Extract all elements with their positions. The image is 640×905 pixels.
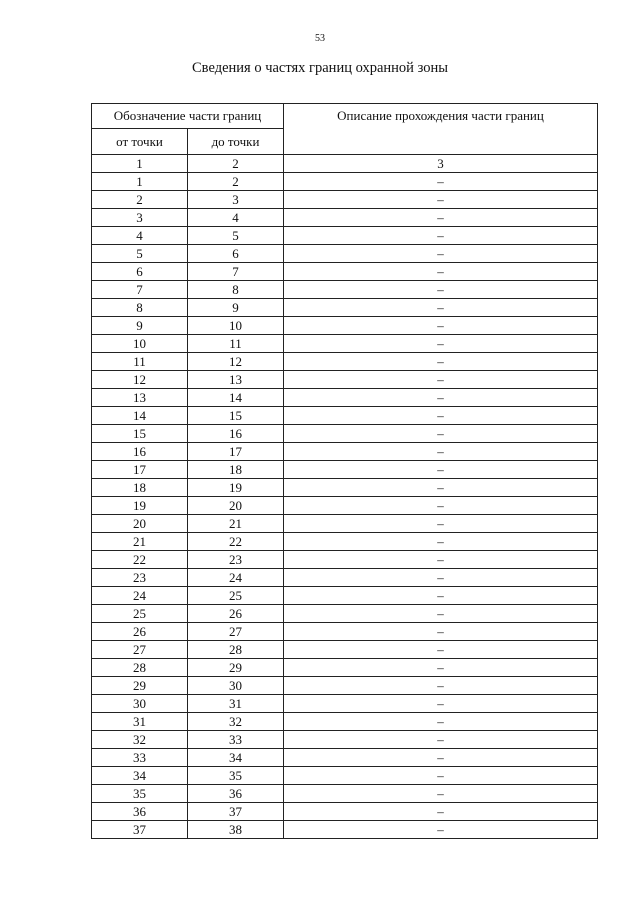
table-row — [92, 443, 598, 461]
table-row — [92, 623, 598, 641]
cell-from-point: 21 — [92, 533, 188, 551]
cell-from-point: 26 — [92, 623, 188, 641]
cell-from-point: 19 — [92, 497, 188, 515]
cell-from-point: 23 — [92, 569, 188, 587]
cell-from-point: 14 — [92, 407, 188, 425]
cell-to-point: 23 — [188, 551, 284, 569]
table-row — [92, 569, 598, 587]
table-row — [92, 515, 598, 533]
cell-description: – — [284, 353, 598, 371]
cell-description: – — [284, 443, 598, 461]
cell-to-point: 5 — [188, 227, 284, 245]
cell-description: – — [284, 281, 598, 299]
table-row — [92, 209, 598, 227]
table-row — [92, 785, 598, 803]
cell-description: – — [284, 515, 598, 533]
cell-description: – — [284, 317, 598, 335]
cell-description: – — [284, 587, 598, 605]
cell-description: – — [284, 497, 598, 515]
cell-from-point: 8 — [92, 299, 188, 317]
cell-description: – — [284, 659, 598, 677]
cell-description: – — [284, 695, 598, 713]
cell-from-point: 10 — [92, 335, 188, 353]
cell-from-point: 32 — [92, 731, 188, 749]
cell-to-point: 12 — [188, 353, 284, 371]
table-row — [92, 695, 598, 713]
cell-to-point: 13 — [188, 371, 284, 389]
cell-description: – — [284, 749, 598, 767]
cell-to-point: 33 — [188, 731, 284, 749]
cell-to-point: 2 — [188, 155, 284, 173]
cell-description: – — [284, 245, 598, 263]
table-row — [92, 191, 598, 209]
boundary-parts-table — [91, 103, 598, 839]
cell-from-point: 9 — [92, 317, 188, 335]
header-to-point: до точки — [188, 129, 284, 155]
cell-from-point: 20 — [92, 515, 188, 533]
table-row — [92, 497, 598, 515]
cell-from-point: 1 — [92, 173, 188, 191]
cell-from-point: 36 — [92, 803, 188, 821]
header-boundary-part-designation: Обозначение части границ — [92, 104, 284, 129]
cell-from-point: 37 — [92, 821, 188, 839]
cell-from-point: 25 — [92, 605, 188, 623]
cell-from-point: 31 — [92, 713, 188, 731]
cell-from-point: 34 — [92, 767, 188, 785]
table-row — [92, 173, 598, 191]
cell-from-point: 2 — [92, 191, 188, 209]
table-row — [92, 155, 598, 173]
cell-description: – — [284, 677, 598, 695]
cell-from-point: 18 — [92, 479, 188, 497]
cell-to-point: 2 — [188, 173, 284, 191]
header-boundary-description: Описание прохождения части границ — [284, 104, 598, 155]
table-row — [92, 317, 598, 335]
table-row — [92, 749, 598, 767]
cell-to-point: 25 — [188, 587, 284, 605]
table-row — [92, 335, 598, 353]
cell-from-point: 6 — [92, 263, 188, 281]
cell-from-point: 16 — [92, 443, 188, 461]
cell-description: – — [284, 821, 598, 839]
cell-description: – — [284, 785, 598, 803]
cell-from-point: 12 — [92, 371, 188, 389]
table-row — [92, 407, 598, 425]
cell-description: – — [284, 461, 598, 479]
cell-from-point: 3 — [92, 209, 188, 227]
cell-description: – — [284, 191, 598, 209]
table-row — [92, 353, 598, 371]
cell-from-point: 17 — [92, 461, 188, 479]
table-row — [92, 281, 598, 299]
cell-to-point: 32 — [188, 713, 284, 731]
table-body — [92, 155, 598, 839]
cell-to-point: 38 — [188, 821, 284, 839]
cell-to-point: 6 — [188, 245, 284, 263]
table-row — [92, 677, 598, 695]
cell-description: – — [284, 389, 598, 407]
cell-from-point: 15 — [92, 425, 188, 443]
cell-to-point: 31 — [188, 695, 284, 713]
cell-to-point: 20 — [188, 497, 284, 515]
cell-to-point: 19 — [188, 479, 284, 497]
page-title: Сведения о частях границ охранной зоны — [192, 60, 448, 76]
cell-to-point: 4 — [188, 209, 284, 227]
cell-description: – — [284, 551, 598, 569]
cell-to-point: 24 — [188, 569, 284, 587]
cell-from-point: 29 — [92, 677, 188, 695]
cell-from-point: 35 — [92, 785, 188, 803]
table-row — [92, 479, 598, 497]
table-row — [92, 461, 598, 479]
cell-description: – — [284, 641, 598, 659]
cell-to-point: 7 — [188, 263, 284, 281]
cell-to-point: 10 — [188, 317, 284, 335]
table-row — [92, 227, 598, 245]
header-from-point: от точки — [92, 129, 188, 155]
cell-description: – — [284, 731, 598, 749]
cell-description: – — [284, 569, 598, 587]
table-row — [92, 371, 598, 389]
cell-to-point: 28 — [188, 641, 284, 659]
cell-description: – — [284, 173, 598, 191]
cell-description: – — [284, 605, 598, 623]
cell-to-point: 26 — [188, 605, 284, 623]
cell-to-point: 14 — [188, 389, 284, 407]
table-row — [92, 533, 598, 551]
cell-from-point: 30 — [92, 695, 188, 713]
cell-to-point: 29 — [188, 659, 284, 677]
table-row — [92, 425, 598, 443]
table-row — [92, 389, 598, 407]
cell-to-point: 37 — [188, 803, 284, 821]
cell-description: – — [284, 335, 598, 353]
cell-description: – — [284, 209, 598, 227]
table-row — [92, 587, 598, 605]
table-row — [92, 641, 598, 659]
table-row — [92, 767, 598, 785]
cell-from-point: 24 — [92, 587, 188, 605]
cell-from-point: 22 — [92, 551, 188, 569]
cell-to-point: 3 — [188, 191, 284, 209]
cell-description: – — [284, 299, 598, 317]
table-row — [92, 713, 598, 731]
cell-from-point: 7 — [92, 281, 188, 299]
cell-to-point: 21 — [188, 515, 284, 533]
cell-to-point: 15 — [188, 407, 284, 425]
cell-to-point: 27 — [188, 623, 284, 641]
cell-to-point: 34 — [188, 749, 284, 767]
cell-to-point: 9 — [188, 299, 284, 317]
cell-description: – — [284, 479, 598, 497]
cell-from-point: 28 — [92, 659, 188, 677]
cell-description: – — [284, 803, 598, 821]
table-row — [92, 263, 598, 281]
cell-to-point: 36 — [188, 785, 284, 803]
cell-description: – — [284, 371, 598, 389]
cell-description: – — [284, 425, 598, 443]
cell-description: – — [284, 623, 598, 641]
cell-to-point: 30 — [188, 677, 284, 695]
cell-from-point: 4 — [92, 227, 188, 245]
cell-to-point: 22 — [188, 533, 284, 551]
cell-to-point: 16 — [188, 425, 284, 443]
table-row — [92, 551, 598, 569]
cell-from-point: 27 — [92, 641, 188, 659]
table-row — [92, 731, 598, 749]
cell-from-point: 11 — [92, 353, 188, 371]
cell-description: – — [284, 263, 598, 281]
cell-from-point: 5 — [92, 245, 188, 263]
cell-description: – — [284, 407, 598, 425]
table-row — [92, 803, 598, 821]
cell-description: 3 — [284, 155, 598, 173]
table-row — [92, 659, 598, 677]
cell-description: – — [284, 767, 598, 785]
table-row — [92, 605, 598, 623]
table-row — [92, 299, 598, 317]
cell-description: – — [284, 533, 598, 551]
table-row — [92, 245, 598, 263]
table-row — [92, 821, 598, 839]
cell-from-point: 33 — [92, 749, 188, 767]
cell-to-point: 8 — [188, 281, 284, 299]
cell-from-point: 13 — [92, 389, 188, 407]
cell-description: – — [284, 227, 598, 245]
cell-to-point: 18 — [188, 461, 284, 479]
cell-description: – — [284, 713, 598, 731]
cell-from-point: 1 — [92, 155, 188, 173]
page-number: 53 — [315, 33, 325, 44]
cell-to-point: 17 — [188, 443, 284, 461]
cell-to-point: 11 — [188, 335, 284, 353]
cell-to-point: 35 — [188, 767, 284, 785]
